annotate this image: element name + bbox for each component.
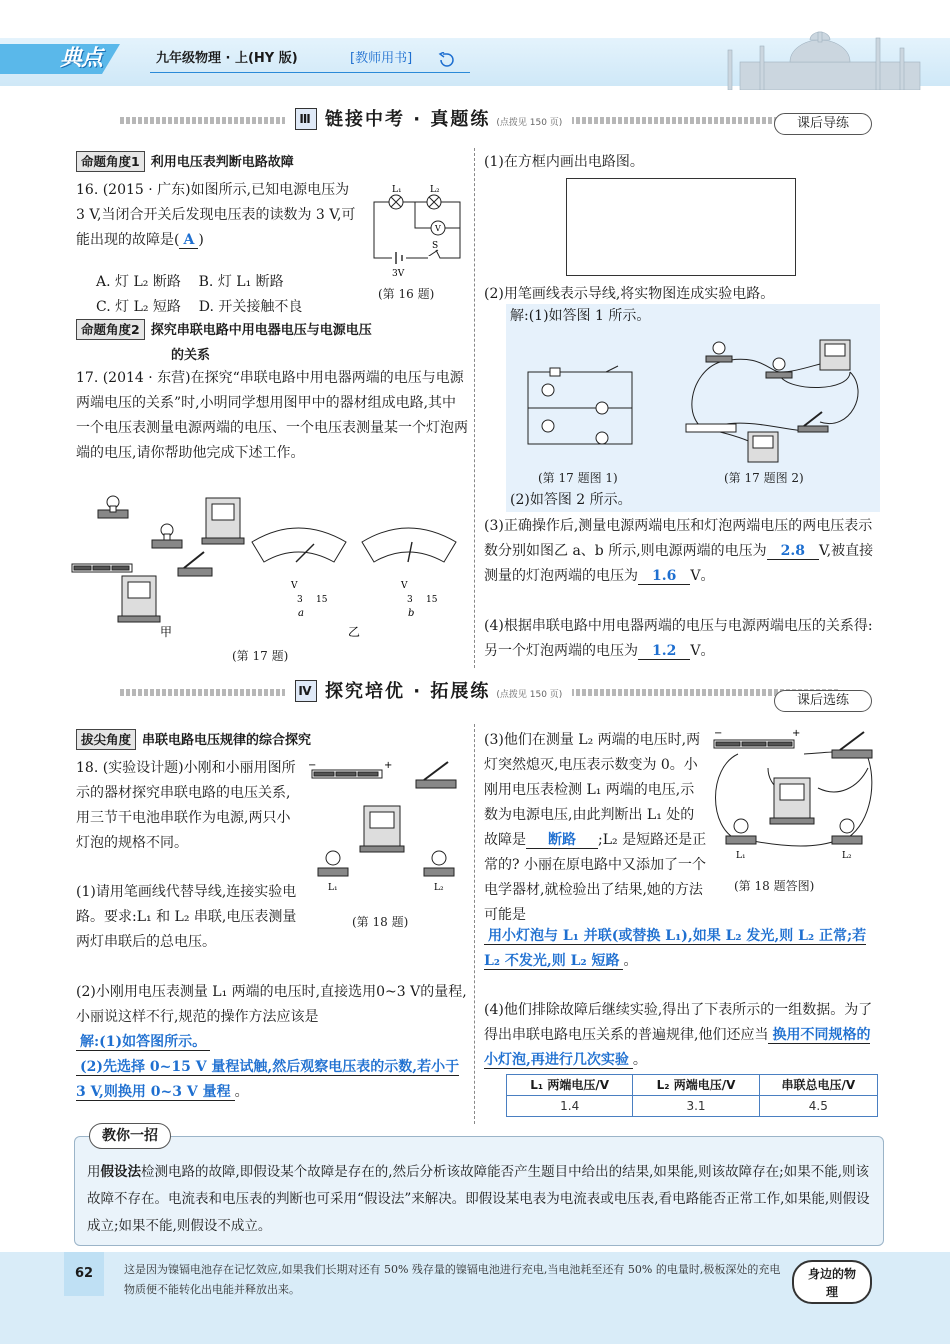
q17-solution-2: (2)如答图 2 所示。 [510,492,632,508]
table-header-cell: L₂ 两端电压/V [633,1075,759,1096]
svg-text:−: − [308,760,317,771]
q17-apparatus-figure [66,492,470,642]
q18-ans-fig-l2-label: L₂ [842,851,852,861]
q18-answer-figure [708,728,882,868]
column-divider-2 [474,724,475,1124]
q18-part-1: (1)请用笔画线代替导线,连接实验电路。要求:L₁ 和 L₂ 串联,电压表测量两灯串联后的总电压。 [76,884,297,950]
return-arrow-icon [438,52,458,68]
q17-label-jia: 甲 [160,625,173,639]
table-cell: 1.4 [507,1096,633,1117]
q16-circuit-figure [366,178,470,282]
q18-apparatus-figure [306,758,470,900]
q18-p2-answer-2: (2)先选择 0~15 V 量程试触,然后观察电压表的示数,若小于3 V,则换用 0~3 V 量程 [76,1059,460,1100]
q17-solution-1: 解:(1)如答图 1 所示。 [510,308,651,324]
q17-meter-b-3: 3 [407,595,413,605]
q18-fig-l1-label: L₁ [328,883,338,893]
table-header-row [507,1075,878,1096]
q17-p3-answer-1: 2.8 [767,543,819,560]
page-header [0,0,950,90]
tip-box [74,1128,884,1246]
section-4-tag: 课后选练 [774,690,872,712]
q17-p4-answer: 1.2 [638,643,690,660]
footer-badge: 身边的物理 [792,1260,872,1304]
q18-ans-fig-l1-label: L₁ [736,851,746,861]
page-footer [0,1252,950,1344]
q17-answer-diagram-1 [522,362,638,458]
page-number: 62 [64,1252,104,1296]
q16-fig-switch-label: S [432,241,439,251]
tip-label: 教你一招 [89,1123,171,1149]
angle-1: 命题角度1 利用电压表判断电路故障 [76,150,466,175]
question-16: 16. (2015 · 广东)如图所示,已知电源电压为 3 V,当闭合开关后发现电压表的读数为 3 V,可能出现的故障是( A ) [76,182,356,248]
q16-fig-voltmeter-label: V [435,224,441,233]
q18-p3-answer-1: 断路 [526,832,598,849]
q17-fig2-caption: (第 17 题图 2) [724,471,804,485]
svg-text:+: + [384,760,393,771]
q16-answer: A [179,232,198,249]
q16-options: A. 灯 L₂ 断路 B. 灯 L₁ 断路 C. 灯 L₂ 短路 D. 开关接触不良 [96,274,303,315]
q18-part-3: (3)他们在测量 L₂ 两端的电压时,两灯突然熄灭,电压表示数变为 0。小刚用电压表检测 L₁ 两端的电压,示数为电源电压,由此判断出 L₁ 处的故障是 断路 ;L₂ 是短路还是正常的? 小丽在原电路中又添加了一个电学器材,就检验出了结果,她的方法可能是 [484,732,707,923]
section-4-bar [120,676,840,708]
skyline-illustration [700,28,950,90]
question-17-stem: 17. (2014 · 东营)在探究“串联电路中用电器两端的电压与电源两端电压的关系”时,小明同学想用图甲中的器材组成电路,其中一个电压表测量电源两端的电压、一个电压表测量某一个灯泡两端的电压,请你帮助他完成下述工作。 [76,370,468,461]
q16-fig-source-label: 3V [392,269,405,279]
brand-logo: 典点 [60,46,103,71]
table-cell: 4.5 [759,1096,877,1117]
tip-text: 用假设法检测电路的故障,即假设某个故障是存在的,然后分析该故障能否产生题目中给出的结果,如果能,则该故障存在;如果不能,则该故障不存在。电流表和电压表的判断也可采用“假设法”来解决。即假设某电表为电流表或电压表,看电路能否正常工作,如果能,则假设成立;如果不能,则假设不成立。 [87,1164,870,1234]
q18-caption: (第 18 题) [352,915,409,929]
column-divider [474,148,475,668]
q17-meter-a-label: a [298,608,304,619]
q18-answer-figure-caption: (第 18 题答图) [734,879,815,893]
footer-note: 这是因为镍镉电池存在记忆效应,如果我们长期对还有 50% 残存量的镍镉电池进行充电,当电池耗至还有 50% 的电量时,极板深处的充电物质便不能转化出电能并释放出来。 [124,1263,781,1296]
q16-fig-l2-label: L₂ [430,185,440,195]
q17-fig1-caption: (第 17 题图 1) [538,471,618,485]
q17-part-4: (4)根据串联电路中用电器两端的电压与电源两端电压的关系得:另一个灯泡两端的电压为 1.2 V。 [484,618,873,659]
table-header-cell: L₁ 两端电压/V [507,1075,633,1096]
q17-p3-answer-2: 1.6 [638,568,690,585]
q17-meter-b-15: 15 [426,595,438,605]
q18-p4-answer: 换用不同规格的小灯泡,再进行几次实验 [484,1027,871,1068]
q18-part-4: (4)他们排除故障后继续实验,得出了下表所示的一组数据。为了得出串联电路电压关系的普遍规律,他们还应当 换用不同规格的小灯泡,再进行几次实验 。 [484,1002,873,1068]
section-4-title: Ⅳ 探究培优 · 拓展练 (点拨见 150 页) [285,678,572,706]
q17-meter-b-v: V [401,581,408,591]
q18-p2-answer-1: 解:(1)如答图所示。 [76,1034,210,1051]
q17-label-yi: 乙 [348,625,361,639]
q18-fig-l2-label: L₂ [434,883,444,893]
table-row [507,1096,878,1117]
angle-3: 拔尖角度 串联电路电压规律的综合探究 [76,728,466,753]
q17-answer-diagram-2 [680,332,878,470]
svg-text:+: + [792,728,801,739]
book-title: 九年级物理 · 上(HY 版) [156,51,298,66]
edition-label: [教师用书] [350,51,413,66]
header-underline [150,72,470,73]
section-3-tag: 课后导练 [774,113,872,135]
table-header-cell: 串联总电压/V [759,1075,877,1096]
q16-fig-l1-label: L₁ [392,185,402,195]
q17-meter-a-15: 15 [316,595,328,605]
question-18-stem: 18. (实验设计题)小刚和小丽用图所示的器材探究串联电路的电压关系,用三节干电池串联作为电源,两只小灯泡的规格不同。 [76,760,296,851]
q16-caption: (第 16 题) [378,287,435,301]
q17-meter-a-v: V [291,581,298,591]
q18-p3-answer-2: 用小灯泡与 L₁ 并联(或替换 L₁),如果 L₂ 发光,则 L₂ 正常;若 L₂ 不发光,则 L₂ 短路 [484,928,867,969]
angle-2: 命题角度2 探究串联电路中用电器电压与电源电压 的关系 [76,318,471,368]
q17-answer-box [566,178,796,276]
q17-meter-a-3: 3 [297,595,303,605]
q17-solution-panel [506,304,880,512]
table-cell: 3.1 [633,1096,759,1117]
section-3-bar [120,104,840,136]
svg-text:−: − [714,728,723,739]
q17-part-2: (2)用笔画线表示导线,将实物图连成实验电路。 [484,286,775,302]
q18-part-2: (2)小刚用电压表测量 L₁ 两端的电压时,直接选用0~3 V的量程,小丽说这样不行,规范的操作方法应该是 解:(1)如答图所示。 (2)先选择 0~15 V 量程试触,然后观察电压表的示数,若小于3 V,则换用 0~3 V 量程 。 [76,984,467,1100]
q17-meter-b-label: b [408,608,415,619]
q18-p3-answer-2-block: 用小灯泡与 L₁ 并联(或替换 L₁),如果 L₂ 发光,则 L₂ 正常;若 L₂ 不发光,则 L₂ 短路 。 [484,928,867,969]
q17-part-3: (3)正确操作后,测量电源两端电压和灯泡两端电压的两电压表示数分别如图乙 a、b 所示,则电源两端的电压为 2.8 V,被直接测量的灯泡两端的电压为 1.6 V。 [484,518,874,584]
q18-data-table [506,1074,878,1117]
q17-part-1: (1)在方框内画出电路图。 [484,154,644,170]
q17-caption: (第 17 题) [232,649,289,663]
section-3-title: Ⅲ 链接中考 · 真题练 (点拨见 150 页) [285,106,572,134]
